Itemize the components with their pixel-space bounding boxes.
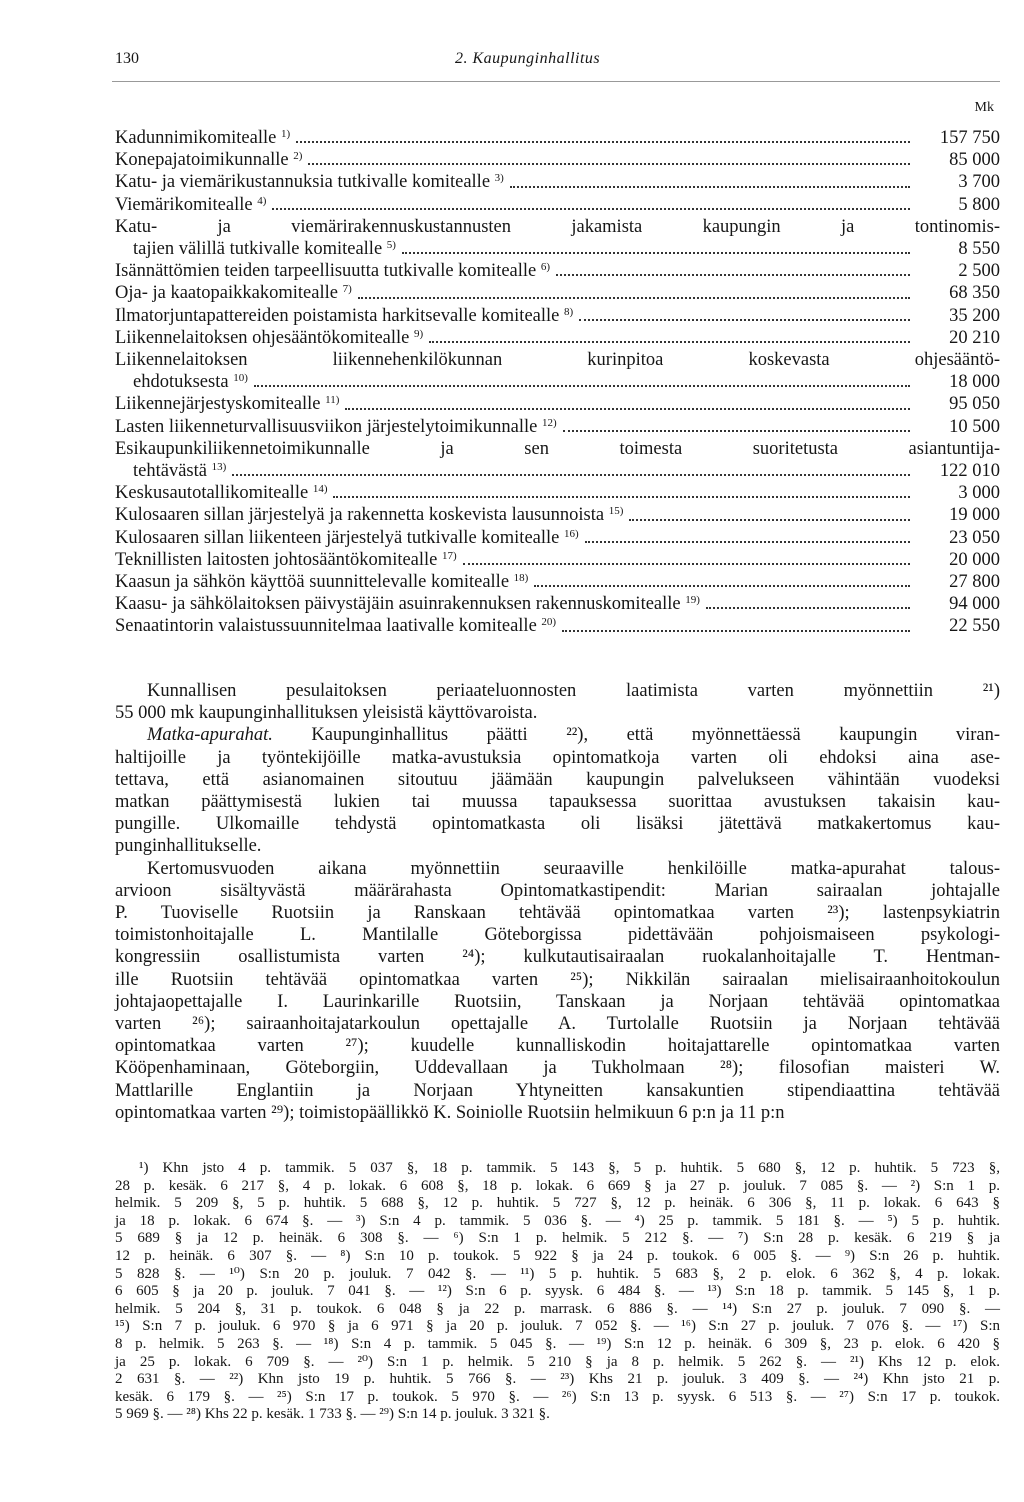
entry-amount: 5 800 — [958, 194, 1000, 215]
footnote-ref: 5) — [386, 239, 396, 252]
table-row — [115, 171, 1000, 193]
table-row — [115, 504, 1000, 526]
table-row — [115, 238, 1000, 260]
entry-label — [115, 527, 579, 549]
footnote-line: 5 969 §. — ²⁸) Khs 22 p. kesäk. 1 733 §. — ²⁹) S:n 14 p. jouluk. 3 321 §. — [115, 1406, 550, 1423]
entry-label — [115, 327, 423, 349]
footnote-line: 28 p. kesäk. 6 217 §, 4 p. lokak. 6 608 §, 18 p. lokak. 6 669 § ja 27 p. jouluk. 7 085 §. — ²) S:n 1 p. — [115, 1177, 1000, 1194]
page-number: 130 — [115, 50, 139, 67]
text-line: tettava, että asianomainen sitoutuu jäämään kaupungin palvelukseen vähintään vuodeksi — [115, 769, 1000, 790]
text-line — [115, 724, 1000, 746]
entry-amount: 20 210 — [949, 327, 1000, 348]
currency-column-header: Mk — [974, 100, 994, 115]
text-line: opintomatkaa varten ²⁹); toimistopäällikkö K. Soiniolle Ruotsiin helmikuun 6 p:n ja 11 p:n — [115, 1102, 785, 1123]
entry-label-text: Kadunnimikomitealle — [115, 128, 281, 148]
entry-amount: 19 000 — [949, 505, 1000, 526]
footnote-line: 5 828 §. — ¹⁰) S:n 20 p. jouluk. 7 042 §. — ¹¹) 5 p. huhtik. 5 683 §, 2 p. elok. 6 362 §, 4 p. lokak. — [115, 1265, 1000, 1282]
footnote-line: 2 631 §. — ²²) Khn jsto 19 p. huhtik. 5 766 §. — ²³) Khs 21 p. jouluk. 3 409 §. — ²⁴) Khn jsto 21 p. — [115, 1371, 1000, 1388]
dot-leader — [706, 607, 910, 609]
text-line: haltijoille ja työntekijöille matka-avustuksia opintomatkoja varten oli ehdoksi aina ase- — [115, 747, 1000, 768]
table-row — [115, 615, 1000, 637]
table-row — [115, 460, 1000, 482]
text-line: matkan päättymisestä lukien tai muussa tapauksessa suorittaa avustuksen takaisin kau- — [115, 792, 1000, 813]
dot-leader — [534, 585, 910, 587]
entry-label-text: tajien välillä tutkivalle komitealle — [133, 239, 387, 260]
footnote-ref: 16) — [564, 527, 579, 540]
dot-leader — [510, 186, 910, 188]
footnote-line: 8 p. helmik. 5 263 §. — ¹⁸) S:n 4 p. tammik. 5 045 §. — ¹⁹) S:n 12 p. heinäk. 6 309 §, 23 p. elok. 6 420 § — [115, 1335, 1000, 1352]
entry-label — [115, 127, 290, 149]
entry-amount: 22 550 — [949, 616, 1000, 637]
dot-leader — [563, 430, 910, 432]
entry-label — [115, 282, 352, 304]
table-row — [115, 571, 1000, 593]
entry-label — [115, 171, 504, 193]
text-line: Kertomusvuoden aikana myönnettiin seuraaville henkilöille matka-apurahat talous- — [147, 858, 1000, 879]
dot-leader — [463, 563, 910, 565]
footnote-line: ¹⁵) S:n 7 p. jouluk. 6 970 § ja 6 971 § ja 20 p. jouluk. 7 052 §. — ¹⁶) S:n 27 p. jouluk. 7 076 §. — ¹⁷) S:n — [115, 1318, 1000, 1335]
entry-label-text: Viemärikomitealle — [115, 194, 258, 215]
footnote-ref: 20) — [541, 616, 557, 629]
footnote-line: helmik. 5 204 §, 31 p. toukok. 6 048 § ja 22 p. marrask. 6 886 §. — ¹⁴) S:n 27 p. jouluk. 7 090 §. — — [115, 1300, 1000, 1317]
table-row — [115, 393, 1000, 415]
text-line: pungille. Ulkomaille tehdystä opintomatkasta oli lisäksi jätettävä matkakertomus kau- — [115, 814, 1000, 835]
entry-label-text: ehdotuksesta — [133, 372, 234, 393]
entry-label — [115, 482, 327, 504]
entry-label — [115, 615, 556, 637]
footnote-ref: 7) — [342, 283, 352, 296]
dot-leader — [308, 163, 910, 165]
footnote-ref: 2) — [293, 150, 303, 163]
dot-leader — [272, 208, 910, 210]
footnote-line: kesäk. 6 179 §. — ²⁵) S:n 17 p. toukok. 5 970 §. — ²⁶) S:n 13 p. syysk. 6 513 §. — ²⁷) S:n 17 p. toukok. — [115, 1388, 1000, 1405]
footnote-ref: 6) — [540, 261, 551, 274]
footnote-line: ja 18 p. lokak. 6 674 §. — ³) S:n 4 p. tammik. 5 036 §. — ⁴) 25 p. tammik. 5 181 §. — ⁵) 5 p. huhtik. — [115, 1212, 1000, 1229]
entry-label-text: Keskusautotallikomitealle — [115, 483, 313, 504]
entry-label — [115, 549, 457, 571]
entry-label — [115, 194, 266, 216]
entry-label — [115, 504, 623, 526]
entry-label-text: Liikennelaitoksen ohjesääntökomitealle — [115, 327, 414, 348]
table-row — [115, 593, 1000, 615]
entry-amount: 3 700 — [958, 172, 1000, 193]
entry-label-line: Liikennelaitoksen liikennehenkilökunnan kurinpitoa koskevasta ohjesääntö- — [115, 350, 1000, 371]
appropriations-table — [115, 127, 1000, 638]
dot-leader — [358, 297, 910, 299]
footnote-ref: 12) — [541, 416, 557, 429]
page-header — [115, 50, 995, 74]
dot-leader — [562, 630, 910, 632]
entry-label-text: Kaasun ja sähkön käyttöä suunnittelevalle komitealle — [115, 572, 514, 593]
entry-amount: 10 500 — [949, 416, 1000, 437]
dot-leader — [556, 274, 910, 276]
dot-leader — [232, 474, 910, 476]
entry-label — [133, 371, 248, 393]
text-line: punginhallitukselle. — [115, 836, 262, 857]
entry-amount: 122 010 — [939, 461, 1000, 482]
dot-leader — [585, 541, 910, 543]
entry-label-text: Isännättömien teiden tarpeellisuutta tutkivalle komitealle — [115, 261, 541, 282]
entry-label-line: Katu- ja viemärirakennuskustannusten jakamista kaupungin ja tontinomis- — [115, 216, 1000, 237]
entry-label — [115, 305, 573, 327]
paragraph-grant-recipients — [115, 858, 1000, 1124]
text-line: toimistonhoitajalle L. Mantilalle Göteborgissa pidettävään pohjoismaiseen psykologi- — [115, 925, 1000, 946]
table-row — [115, 282, 1000, 304]
entry-label-text: Senaatintorin valaistussuunnitelmaa laativalle komitealle — [115, 616, 542, 637]
footnote-ref: 14) — [312, 483, 328, 496]
footnote-ref: 17) — [442, 549, 457, 562]
header-rule — [112, 81, 1000, 82]
entry-amount: 35 200 — [949, 305, 1000, 326]
entry-label — [115, 149, 302, 171]
entry-label-text: Oja- ja kaatopaikkakomitealle — [115, 283, 343, 304]
entry-label-text: Kulosaaren sillan liikenteen järjestelyä tutkivalle komitealle — [115, 527, 564, 548]
table-row — [115, 327, 1000, 349]
text-line: kongressiin osallistumista varten ²⁴); kulkutautisairaalan ruokalanhoitajalle T. Hentman- — [115, 947, 1000, 968]
footnote-ref: 19) — [685, 594, 700, 607]
dot-leader — [333, 496, 910, 498]
paragraph-laundry — [115, 680, 1000, 724]
table-row — [115, 549, 1000, 571]
entry-label-text: Ilmatorjuntapattereiden poistamista harkitsevalle komitealle — [115, 305, 564, 326]
body-text — [115, 680, 1000, 1124]
dot-leader — [296, 141, 910, 143]
text-line: opintomatkaa varten ²⁷); kuudelle kunnalliskodin hoitajattarelle opintomatkaa varten — [115, 1036, 1000, 1057]
footnote-ref: 9) — [414, 327, 424, 340]
table-row — [115, 482, 1000, 504]
entry-amount: 68 350 — [949, 283, 1000, 304]
entry-label-text: Katu- ja viemärikustannuksia tutkivalle komitealle — [115, 172, 495, 193]
footnote-ref: 4) — [257, 194, 267, 207]
text-line: P. Tuoviselle Ruotsiin ja Ranskaan tehtävää opintomatkaa varten ²³); lastenpsykiatrin — [115, 903, 1000, 924]
dot-leader — [254, 385, 910, 387]
table-row — [115, 305, 1000, 327]
text-line: 55 000 mk kaupunginhallituksen yleisistä käyttövaroista. — [115, 703, 538, 724]
paragraph-travel-grants — [115, 724, 1000, 857]
section-heading: Matka-apurahat. — [147, 725, 273, 746]
entry-label-text: Konepajatoimikunnalle — [115, 150, 294, 171]
entry-label — [115, 593, 700, 615]
footnote-ref: 13) — [211, 461, 227, 474]
entry-amount: 27 800 — [949, 572, 1000, 593]
dot-leader — [579, 319, 910, 321]
entry-amount: 94 000 — [949, 594, 1000, 615]
entry-amount: 95 050 — [949, 394, 1000, 415]
entry-label — [133, 238, 396, 260]
entry-label — [115, 260, 550, 282]
entry-label-text: Liikennejärjestyskomitealle — [115, 394, 326, 415]
table-row — [115, 527, 1000, 549]
footnote-ref: 1) — [280, 128, 291, 140]
text-line: arvioon sisältyvästä määrärahasta Opintomatkastipendit: Marian sairaalan johtajalle — [115, 880, 1000, 901]
entry-amount: 3 000 — [958, 483, 1000, 504]
dot-leader — [402, 252, 910, 254]
table-row — [115, 371, 1000, 393]
entry-amount: 85 000 — [949, 150, 1000, 171]
footnote-line: 5 689 § ja 12 p. heinäk. 6 308 §. — ⁶) S:n 1 p. helmik. 5 212 §. — ⁷) S:n 28 p. kesäk. 6 219 § ja — [115, 1230, 1000, 1247]
entry-label-text: Teknillisten laitosten johtosääntökomitealle — [115, 549, 443, 570]
dot-leader — [429, 341, 910, 343]
text-line: johtajaopettajalle I. Laurinkarille Ruotsiin, Tanskaan ja Norjaan tehtävää opintomatkaa — [115, 991, 1000, 1012]
table-row — [115, 260, 1000, 282]
footnote-ref: 11) — [325, 394, 340, 407]
footnote-line: ja 25 p. lokak. 6 709 §. — ²⁰) S:n 1 p. helmik. 5 210 § ja 8 p. helmik. 5 262 §. — ²¹) Khs 12 p. elok. — [115, 1353, 1000, 1370]
entry-amount: 18 000 — [949, 372, 1000, 393]
entry-amount: 2 500 — [958, 261, 1000, 282]
text-line: Kunnallisen pesulaitoksen periaateluonnosten laatimista varten myönnettiin ²¹) — [147, 681, 1000, 701]
footnote-ref: 3) — [494, 172, 504, 185]
footnote-line: ¹) Khn jsto 4 p. tammik. 5 037 §, 18 p. tammik. 5 143 §, 5 p. huhtik. 5 680 §, 12 p. huhtik. 5 723 §, — [139, 1160, 1000, 1176]
entry-label — [115, 416, 557, 438]
entry-label-text: Lasten liikenneturvallisuusviikon järjestelytoimikunnalle — [115, 416, 542, 437]
text-line: Kööpenhaminaan, Göteborgiin, Uddevallaan ja Tukholmaan ²⁸); filosofian maisteri W. — [115, 1058, 1000, 1079]
footnote-ref: 18) — [513, 572, 529, 585]
footnote-line: 6 605 § ja 20 p. jouluk. 7 041 §. — ¹²) S:n 6 p. syysk. 6 484 §. — ¹³) S:n 18 p. tammik. 5 145 §, 1 p. — [115, 1283, 1000, 1300]
running-title: 2. Kaupunginhallitus — [455, 50, 601, 67]
table-row — [115, 127, 1000, 149]
footnote-ref: 8) — [564, 305, 574, 318]
entry-amount: 157 750 — [939, 128, 1000, 148]
text-line: Mattlarille Englantiin ja Norjaan Yhtyneitten kansakuntien stipendiaattina tehtävää — [115, 1080, 1000, 1101]
entry-label-line: Esikaupunkiliikennetoimikunnalle ja sen toimesta suoritetusta asiantuntija- — [115, 438, 1000, 459]
entry-amount: 20 000 — [949, 549, 1000, 570]
dot-leader — [345, 408, 910, 410]
text-line: ille Ruotsiin tehtävää opintomatkaa varten ²⁵); Nikkilän sairaalan mielisairaanhoitokoulun — [115, 969, 1000, 990]
footnote-line: helmik. 5 209 §, 5 p. huhtik. 5 688 §, 12 p. huhtik. 5 727 §, 12 p. heinäk. 6 306 §, 11 p. lokak. 6 643 § — [115, 1195, 1000, 1212]
entry-label-text: Kaasu- ja sähkölaitoksen päivystäjäin asuinrakennuksen rakennuskomitealle — [115, 594, 686, 615]
footnote-ref: 15) — [608, 505, 624, 518]
footnote-ref: 10) — [233, 372, 248, 385]
entry-label — [115, 571, 528, 593]
entry-label — [115, 393, 339, 415]
table-row — [115, 149, 1000, 171]
footnotes — [115, 1160, 1000, 1424]
entry-label-text: Kulosaaren sillan järjestelyä ja rakennetta koskevista lausunnoista — [115, 505, 609, 526]
footnote-line: 12 p. heinäk. 6 307 §. — ⁸) S:n 10 p. toukok. 5 922 § ja 24 p. toukok. 6 005 §. — ⁹) S:n 26 p. huhtik. — [115, 1247, 1000, 1264]
entry-amount: 8 550 — [958, 239, 1000, 260]
entry-amount: 23 050 — [949, 527, 1000, 548]
entry-label-text: tehtävästä — [133, 461, 212, 482]
text-run: Kaupunginhallitus päätti ²²), että myönnettäessä kaupungin viran- — [272, 725, 1000, 746]
table-row — [115, 416, 1000, 438]
table-row — [115, 194, 1000, 216]
text-line: varten ²⁶); sairaanhoitajatarkoulun opettajalle A. Turtolalle Ruotsiin ja Norjaan tehtävää — [115, 1014, 1000, 1035]
dot-leader — [629, 519, 910, 521]
entry-label — [133, 460, 226, 482]
